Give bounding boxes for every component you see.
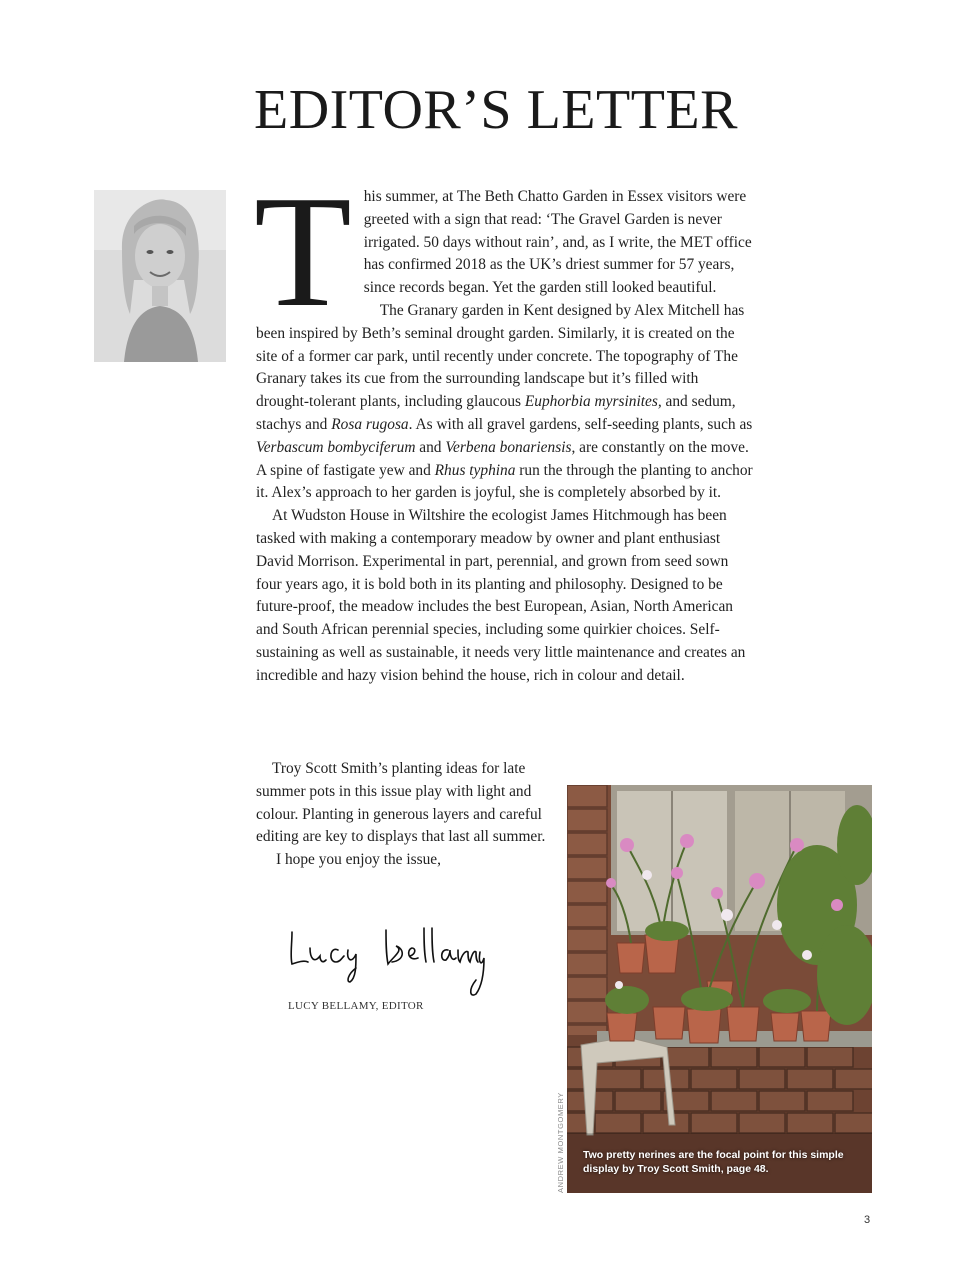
p2-italic-3: Verbascum bombyciferum [256, 438, 416, 456]
paragraph-1-text: his summer, at The Beth Chatto Garden in Essex visitors were greeted with a sign that read: ‘The Gravel Garden is never irrigated. 50 days without rain’, and, as I write, the MET office has confirmed 2018 as the UK’s driest summer for 57 years, since records began. Yet the garden still looked beautiful. [363, 188, 752, 297]
paragraph-4: Troy Scott Smith’s planting ideas for late summer pots in this issue play with light and colour. Planting in generous layers and careful editing are key to displays that last all summer. [256, 760, 546, 846]
page-number: 3 [864, 1214, 871, 1226]
signature-caption: LUCY BELLAMY, EDITOR [288, 1000, 424, 1012]
p2-italic-1: Euphorbia myrsinites, [524, 393, 662, 411]
p2-text-a: The Granary garden in Kent designed by Alex Mitchell has been inspired by Beth’s seminal drought garden. Similarly, it is created on the site of a former car park, until recently under concrete. The topography of The Granary takes its cue from the surrounding landscape but it’s filled with drought-tolerant plants, including glaucous [256, 301, 745, 411]
page-title: EDITOR’S LETTER [254, 79, 738, 141]
p2-text-b: and sedum, stachys and [256, 393, 736, 433]
p2-text-e: , are constantly on the move. A spine of fastigate yew and [256, 438, 749, 479]
p2-italic-5: Rhus typhina [434, 461, 516, 479]
drop-cap: T [254, 162, 352, 340]
p2-text-d: and [415, 438, 446, 456]
photo-caption: Two pretty nerines are the focal point for this simple display by Troy Scott Smith, page 48. [583, 1149, 844, 1175]
paragraph-3: At Wudston House in Wiltshire the ecologist James Hitchmough has been tasked with making a contemporary meadow by owner and plant enthusiast David Morrison. Experimental in part, perennial, and grown from seed sown four years ago, it is bold both in its planting and philosophy. Designed to be future-proof, the meadow includes the best European, Asian, North American and South African perennial species, including some quirkier choices. Self-sustaining as well as sustainable, it needs very little maintenance and creates an incredible and hazy vision behind the house, rich in colour and detail. [256, 507, 746, 684]
p2-text-f: run the through the planting to anchor it. Alex’s approach to her garden is joyful, she is completely absorbed by it. [256, 461, 753, 502]
p2-text-c: . As with all gravel gardens, self-seeding plants, such as [408, 415, 753, 433]
p2-italic-4: Verbena bonariensis [445, 438, 572, 456]
handwritten-signature [286, 920, 486, 1005]
editor-portrait [94, 190, 226, 362]
p2-italic-2: Rosa rugosa [331, 415, 409, 433]
closing-line: I hope you enjoy the issue, [276, 851, 441, 869]
letter-body [254, 162, 754, 688]
letter-body-narrow [256, 758, 546, 872]
garden-photo [567, 785, 872, 1193]
photo-credit: ANDREW MONTGOMERY [556, 1092, 565, 1193]
paragraph-2 [256, 300, 754, 505]
